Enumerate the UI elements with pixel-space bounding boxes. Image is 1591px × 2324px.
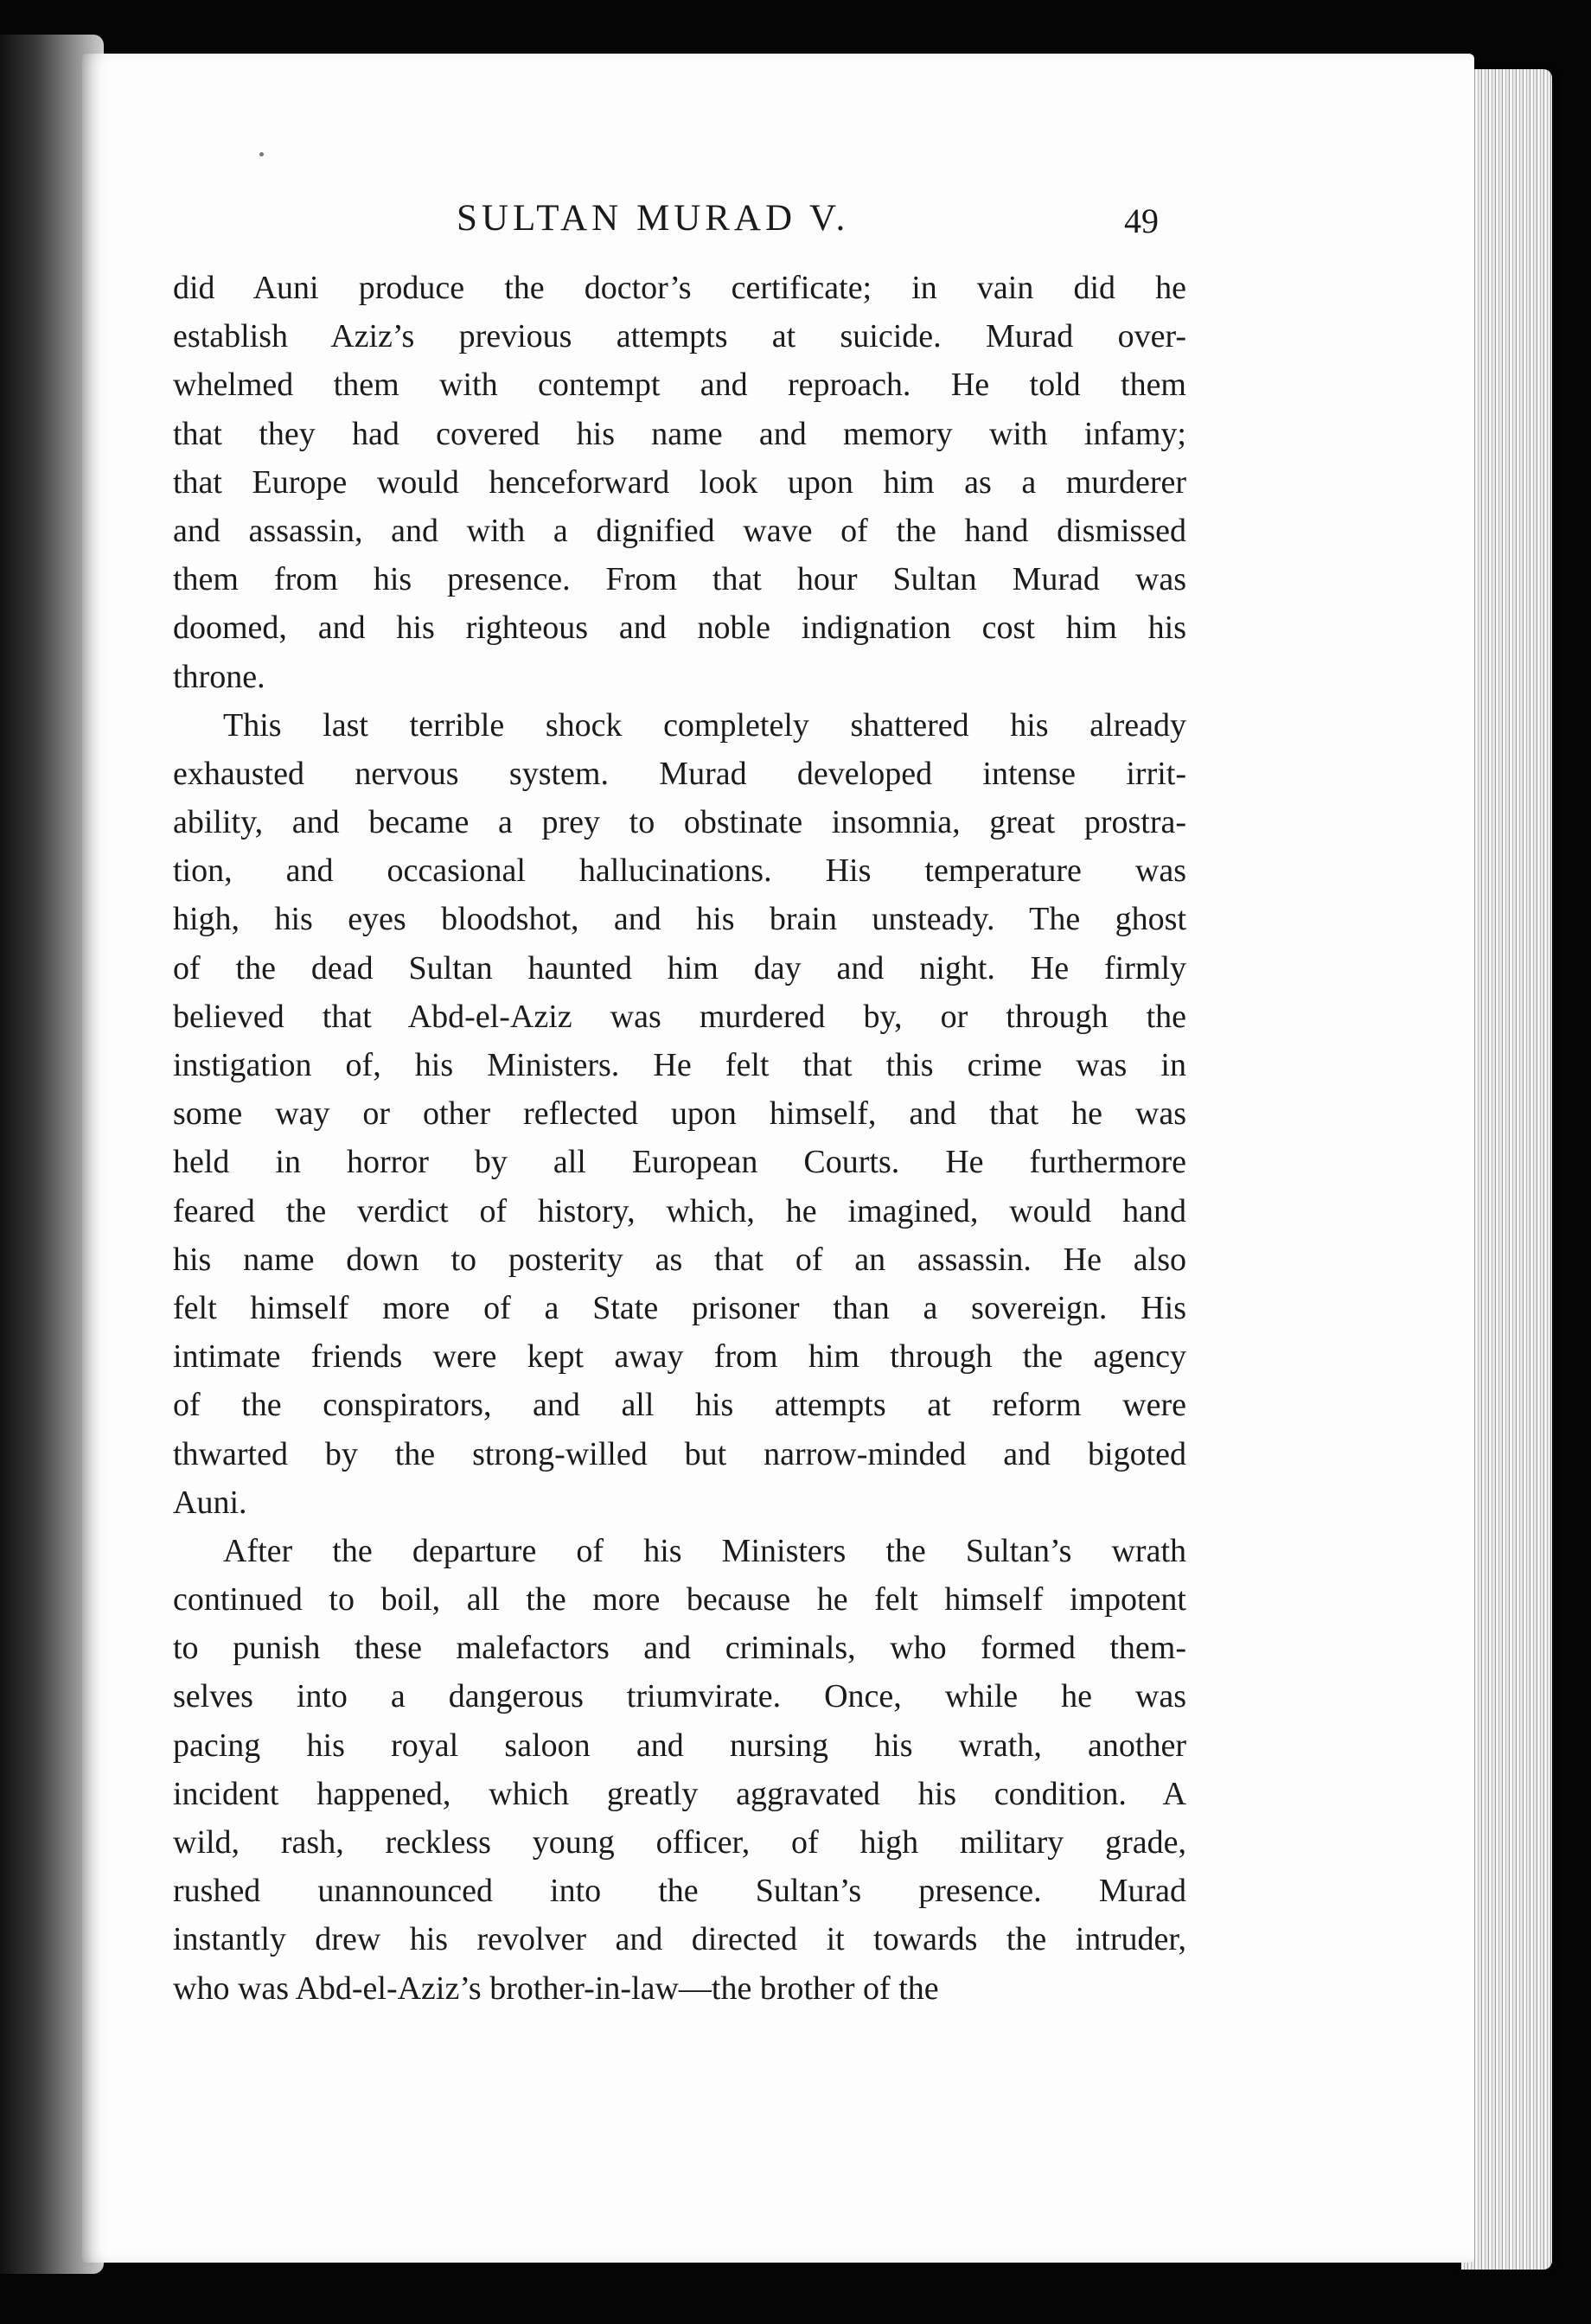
text-line: incident happened, which greatly aggravated his condition. A <box>173 1775 1186 1812</box>
text-line: After the departure of his Ministers the Sultan’s wrath <box>223 1532 1186 1569</box>
text-line: This last terrible shock completely shattered his already <box>223 706 1186 744</box>
text-line: establish Aziz’s previous attempts at suicide. Murad over- <box>173 318 1186 355</box>
text-line: high, his eyes bloodshot, and his brain unsteady. The ghost <box>173 901 1186 938</box>
text-line: wild, rash, reckless young officer, of high military grade, <box>173 1824 1186 1861</box>
text-line: thwarted by the strong-willed but narrow-minded and bigoted <box>173 1435 1186 1472</box>
text-line: believed that Abd-el-Aziz was murdered by, or through the <box>173 998 1186 1035</box>
text-line: exhausted nervous system. Murad developed intense irrit- <box>173 755 1186 792</box>
text-line: feared the verdict of history, which, he imagined, would hand <box>173 1192 1186 1229</box>
text-line: continued to boil, all the more because he felt himself impotent <box>173 1581 1186 1618</box>
text-line: that they had covered his name and memory with infamy; <box>173 415 1186 452</box>
text-line: throne. <box>173 658 265 695</box>
text-line: whelmed them with contempt and reproach. He told them <box>173 367 1186 404</box>
text-line: rushed unannounced into the Sultan’s presence. Murad <box>173 1873 1186 1910</box>
body-text <box>173 264 1186 2013</box>
text-line: Auni. <box>173 1484 247 1521</box>
text-line: some way or other reflected upon himself, and that he was <box>173 1095 1186 1133</box>
page-edges <box>1461 69 1552 2270</box>
text-line: doomed, and his righteous and noble indignation cost him his <box>173 610 1186 647</box>
text-line: tion, and occasional hallucinations. His temperature was <box>173 852 1186 890</box>
text-line: did Auni produce the doctor’s certificate; in vain did he <box>173 270 1186 306</box>
text-line: and assassin, and with a dignified wave of the hand dismissed <box>173 512 1186 549</box>
text-line: held in horror by all European Courts. He furthermore <box>173 1144 1186 1181</box>
running-head: SULTAN MURAD V. <box>457 198 850 239</box>
page-number: 49 <box>1124 201 1159 240</box>
dust-speck <box>259 152 264 156</box>
text-line: of the dead Sultan haunted him day and night. He firmly <box>173 949 1186 986</box>
text-line: pacing his royal saloon and nursing his wrath, another <box>173 1727 1186 1764</box>
text-line: instigation of, his Ministers. He felt that this crime was in <box>173 1047 1186 1083</box>
text-line: ability, and became a prey to obstinate insomnia, great prostra- <box>173 804 1186 841</box>
text-line: that Europe would henceforward look upon him as a murderer <box>173 463 1186 501</box>
text-line: selves into a dangerous triumvirate. Once, while he was <box>173 1678 1186 1715</box>
text-line: his name down to posterity as that of an assassin. He also <box>173 1241 1186 1278</box>
text-line: instantly drew his revolver and directed it towards the intruder, <box>173 1921 1186 1958</box>
text-line: who was Abd-el-Aziz’s brother-in-law—the brother of the <box>173 1970 939 2007</box>
text-line: of the conspirators, and all his attempts at reform were <box>173 1387 1186 1424</box>
text-line: felt himself more of a State prisoner than a sovereign. His <box>173 1289 1186 1326</box>
text-line: them from his presence. From that hour Sultan Murad was <box>173 561 1186 598</box>
text-line: to punish these malefactors and criminals, who formed them- <box>173 1630 1186 1667</box>
text-line: intimate friends were kept away from him through the agency <box>173 1338 1186 1376</box>
